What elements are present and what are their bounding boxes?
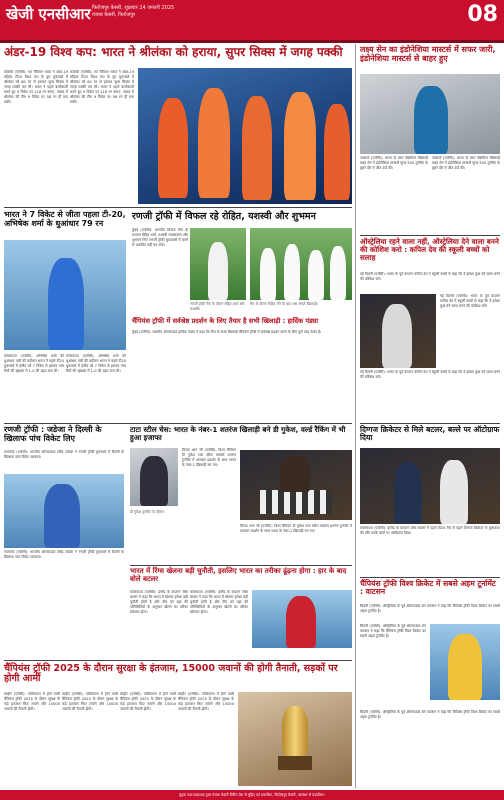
jadeja-photo: [4, 474, 124, 548]
watson-body: सिडनी (एजेंसी): ऑस्ट्रेलिया के पूर्व ऑलराउंडर शेन वाटसन ने कहा कि चैंपियंस ट्रॉफी विश्व क्रिकेट का सबसे अहम टूर्नामेंट है।: [360, 624, 426, 638]
abhishek-headline: भारत ने 7 विकेट से जीता पहला टी-20, अभिषेक शर्मा के धुआंधार 79 रन: [4, 210, 126, 228]
column-divider: [355, 44, 356, 788]
butler-headline: भारत में रिंग्स खेलना बड़ी चुनौती, इसलिए भारत का तरीका ढूंढ़ना होगा : हार के बाद बोले बटलर: [130, 567, 347, 583]
security-body-col2: लाहौर (एजेंसी): पाकिस्तान में होने वाली चैंपियंस ट्रॉफी 2025 के दौरान सुरक्षा के कड़े इंतजाम किए जाएंगे और 15000 जवानों की तैनाती होगी।: [62, 692, 118, 711]
abhishek-body-col2: कोलकाता (एजेंसी): अभिषेक शर्मा की धुआंधार पारी की बदौलत भारत ने पहले टी20 मुकाबले में इंग्लैंड को 7 विकेट से हराकर पांच मैचों की श्रृंखला में 1-0 की बढ़त बना ली।: [66, 354, 126, 373]
digvijay-headline: दिग्गज क्रिकेटर से मिले बटलर, बल्ले पर ऑटोग्राफ दिया: [360, 425, 500, 443]
tata-headline: टाटा स्टील चेस: भारत के नंबर-1 शतरंज खिलाड़ी बने डी गुकेश, वर्ल्ड रैंकिंग में भी हुआ इजाफा: [130, 425, 346, 442]
watson-photo: [430, 624, 500, 700]
jadeja-body: राजकोट (एजेंसी): भारतीय ऑलराउंडर रवींद्र जडेजा ने रणजी ट्रॉफी मुकाबले में दिल्ली के खिलाफ पांच विकेट चटकाए।: [4, 450, 124, 459]
pandya-headline: चैंपियंस ट्रॉफी में सर्वश्रेष्ठ प्रदर्शन के लिए तैयार है सभी खिलाड़ी : हार्दिक पंड्या: [132, 317, 319, 325]
header-strip: [0, 40, 504, 43]
ranji-photo-right: [250, 228, 352, 300]
divider-line: [360, 423, 500, 424]
masthead-date: फिरोजपुर केसरी, शुक्रवार 24 जनवरी 2025: [92, 5, 175, 11]
security-body-col3: लाहौर (एजेंसी): पाकिस्तान में होने वाली चैंपियंस ट्रॉफी 2025 के दौरान सुरक्षा के कड़े इंतजाम किए जाएंगे और 15000 जवानों की तैनाती होगी।: [120, 692, 176, 711]
ranji-caption-2: मैच के दौरान विकेट लेने के बाद जश्न मनाते खिलाड़ी।: [250, 302, 319, 306]
butler-body: कोलकाता (एजेंसी): इंग्लैंड के कप्तान जोस बटलर ने कहा कि भारत में खेलना हमेशा बड़ी चुनौती होती है और टीम को यहां की परिस्थितियों के अनुसार खेलने का तरीका खोजना होगा।: [130, 590, 188, 614]
digvijay-photo: [360, 448, 500, 524]
divider-line: [4, 660, 352, 661]
masthead-meta: [92, 5, 174, 19]
ranji-headline: रणजी ट्रॉफी में विफल रहे रोहित, यशस्वी और शुभमन: [132, 211, 316, 222]
abhishek-body: कोलकाता (एजेंसी): अभिषेक शर्मा की धुआंधार पारी की बदौलत भारत ने पहले टी20 मुकाबले में इंग्लैंड को 7 विकेट से हराकर पांच मैचों की श्रृंखला में 1-0 की बढ़त बना ली।: [4, 354, 64, 373]
page-footer: मुद्रक तथा प्रकाशक द्वारा पंजाब केसरी प्रिंटिंग प्रेस से मुद्रित एवं प्रकाशित, फिरोजपुर केसरी, जालंधर से प्रकाशित।: [0, 790, 504, 800]
kapil-body-2: नई दिल्ली (एजेंसी): भारत के पूर्व कप्तान कपिल देव ने स्कूली बच्चों से कहा कि वे हमेशा कुछ देने वाला बनने की कोशिश करें।: [360, 370, 500, 379]
kapil-photo: [360, 294, 436, 368]
page-header: [0, 0, 504, 40]
security-headline: चैंपियंस ट्रॉफी 2025 के दौरान सुरक्षा के इंतजाम, 15000 जवानों की होगी तैनाती, सड़कों पर होगी आर्मी: [4, 663, 338, 685]
tata-body: विज्क आन जी (एजेंसी): विश्व चैंपियन डी गुकेश टाटा स्टील मास्टर्स शतरंज टूर्नामेंट में शानदार प्रदर्शन के साथ भारत के नंबर-1 खिलाड़ी बन गए।: [182, 448, 236, 467]
tata-body-2: विज्क आन जी (एजेंसी): विश्व चैंपियन डी गुकेश टाटा स्टील मास्टर्स शतरंज टूर्नामेंट में शानदार प्रदर्शन के साथ भारत के नंबर-1 खिलाड़ी बन गए।: [240, 524, 352, 533]
butler-photo: [252, 590, 352, 648]
ranji-caption-1: रणजी ट्रॉफी मैच के दौरान रोहित शर्मा और यशस्वी।: [190, 302, 245, 311]
masthead-edition: पंजाब केसरी, फिरोजपुर: [92, 12, 136, 18]
u19-headline: अंडर-19 विश्व कप: भारत ने श्रीलंका को हराया, सुपर सिक्स में जगह पक्की: [4, 45, 343, 59]
divider-line: [360, 577, 500, 578]
digvijay-body: कोलकाता (एजेंसी): इंग्लैंड के कप्तान जोस बटलर ने पहले टी20 मैच से पहले दिग्गज क्रिकेटर से मुलाकात की और उनके बल्ले पर ऑटोग्राफ दिया।: [360, 526, 500, 535]
u19-team-photo: [138, 68, 352, 204]
trophy-photo: [238, 692, 352, 786]
lakshya-body-col2: जकार्ता (एजेंसी): भारत के स्टार बैडमिंटन खिलाड़ी लक्ष्य सेन ने इंडोनेशिया मास्टर्स सुपर 500 टूर्नामेंट के दूसरे दौर में जीत दर्ज की।: [432, 156, 500, 170]
jadeja-headline: रणजी ट्रॉफी : जडेजा ने दिल्ली के खिलाफ पांच विकेट लिए: [4, 425, 102, 443]
watson-body-2: सिडनी (एजेंसी): ऑस्ट्रेलिया के पूर्व ऑलराउंडर शेन वाटसन ने कहा कि चैंपियंस ट्रॉफी विश्व क्रिकेट का सबसे अहम टूर्नामेंट है।: [360, 710, 500, 719]
tata-caption: डी गुकेश टूर्नामेंट के दौरान।: [130, 510, 165, 514]
kapil-body: नई दिल्ली (एजेंसी): भारत के पूर्व कप्तान कपिल देव ने स्कूली बच्चों से कहा कि वे हमेशा कुछ देने वाला बनने की कोशिश करें।: [440, 294, 500, 308]
ranji-photo-left: [190, 228, 246, 300]
gukesh-portrait: [130, 448, 178, 506]
jadeja-body-2: राजकोट (एजेंसी): भारतीय ऑलराउंडर रवींद्र जडेजा ने रणजी ट्रॉफी मुकाबले में दिल्ली के खिलाफ पांच विकेट चटकाए।: [4, 550, 124, 559]
security-body: लाहौर (एजेंसी): पाकिस्तान में होने वाली चैंपियंस ट्रॉफी 2025 के दौरान सुरक्षा के कड़े इंतजाम किए जाएंगे और 15000 जवानों की तैनाती होगी।: [4, 692, 60, 711]
u19-body: कोलंबो (एजेंसी): गत चैंपियन भारत ने अंडर-19 महिला टी20 विश्व कप के ग्रुप मुकाबले में श्रीलंका को 60 रन से हराकर सुपर सिक्स में जगह पक्की कर ली। भारत ने पहले बल्लेबाजी करते हुए 9 विकेट पर 118 रन बनाए, जवाब में श्रीलंका की टीम 9 विकेट पर 58 रन ही बना सकी।: [4, 70, 68, 104]
divider-line: [130, 565, 352, 566]
gukesh-chess-photo: [240, 450, 352, 520]
watson-intro: सिडनी (एजेंसी): ऑस्ट्रेलिया के पूर्व ऑलराउंडर शेन वाटसन ने कहा कि चैंपियंस ट्रॉफी विश्व क्रिकेट का सबसे अहम टूर्नामेंट है।: [360, 604, 500, 613]
lakshya-photo: [360, 74, 500, 154]
ranji-body: मुंबई (एजेंसी): भारतीय क्रिकेट टीम के कप्तान रोहित शर्मा, यशस्वी जायसवाल और शुभमन गिल रणजी ट्रॉफी मुकाबलों में बल्ले से प्रभावित नहीं कर सके।: [132, 228, 188, 247]
divider-line: [4, 207, 352, 208]
page-number: 08: [467, 2, 498, 27]
masthead-brand: खेजी एनसीआर: [6, 5, 91, 23]
divider-line: [360, 235, 500, 236]
abhishek-photo: [4, 240, 126, 350]
divider-line: [4, 423, 352, 424]
u19-body-col2: कोलंबो (एजेंसी): गत चैंपियन भारत ने अंडर-19 महिला टी20 विश्व कप के ग्रुप मुकाबले में श्रीलंका को 60 रन से हराकर सुपर सिक्स में जगह पक्की कर ली। भारत ने पहले बल्लेबाजी करते हुए 9 विकेट पर 118 रन बनाए, जवाब में श्रीलंका की टीम 9 विकेट पर 58 रन ही बना सकी।: [70, 70, 134, 104]
lakshya-headline: लक्ष्य सेन का इंडोनेशिया मास्टर्स में सफर जारी, इंडोनेशिया मास्टर्स से बाहर हुए: [360, 45, 496, 63]
watson-headline: चैंपियंस ट्रॉफी विश्व क्रिकेट में सबसे अहम टूर्नामेंट : वाटसन: [360, 579, 496, 597]
kapil-headline: ऑस्ट्रेलिया रहने वाला नहीं, ऑस्ट्रेलिया देने वाला बनने की कोशिश करो : कपिल देव की स्कूली बच्चों को सलाह: [360, 237, 499, 262]
butler-body-col2: कोलकाता (एजेंसी): इंग्लैंड के कप्तान जोस बटलर ने कहा कि भारत में खेलना हमेशा बड़ी चुनौती होती है और टीम को यहां की परिस्थितियों के अनुसार खेलने का तरीका खोजना होगा।: [190, 590, 248, 614]
pandya-body: मुंबई (एजेंसी): भारतीय ऑलराउंडर हार्दिक पंड्या ने कहा कि टीम के सभी खिलाड़ी चैंपियंस ट्रॉफी में सर्वश्रेष्ठ प्रदर्शन करने के लिए पूरी तरह तैयार हैं।: [132, 330, 322, 334]
kapil-intro: नई दिल्ली (एजेंसी): भारत के पूर्व कप्तान कपिल देव ने स्कूली बच्चों से कहा कि वे हमेशा कुछ देने वाला बनने की कोशिश करें।: [360, 272, 500, 281]
lakshya-body: जकार्ता (एजेंसी): भारत के स्टार बैडमिंटन खिलाड़ी लक्ष्य सेन ने इंडोनेशिया मास्टर्स सुपर 500 टूर्नामेंट के दूसरे दौर में जीत दर्ज की।: [360, 156, 428, 170]
security-body-col4: लाहौर (एजेंसी): पाकिस्तान में होने वाली चैंपियंस ट्रॉफी 2025 के दौरान सुरक्षा के कड़े इंतजाम किए जाएंगे और 15000 जवानों की तैनाती होगी।: [178, 692, 234, 711]
